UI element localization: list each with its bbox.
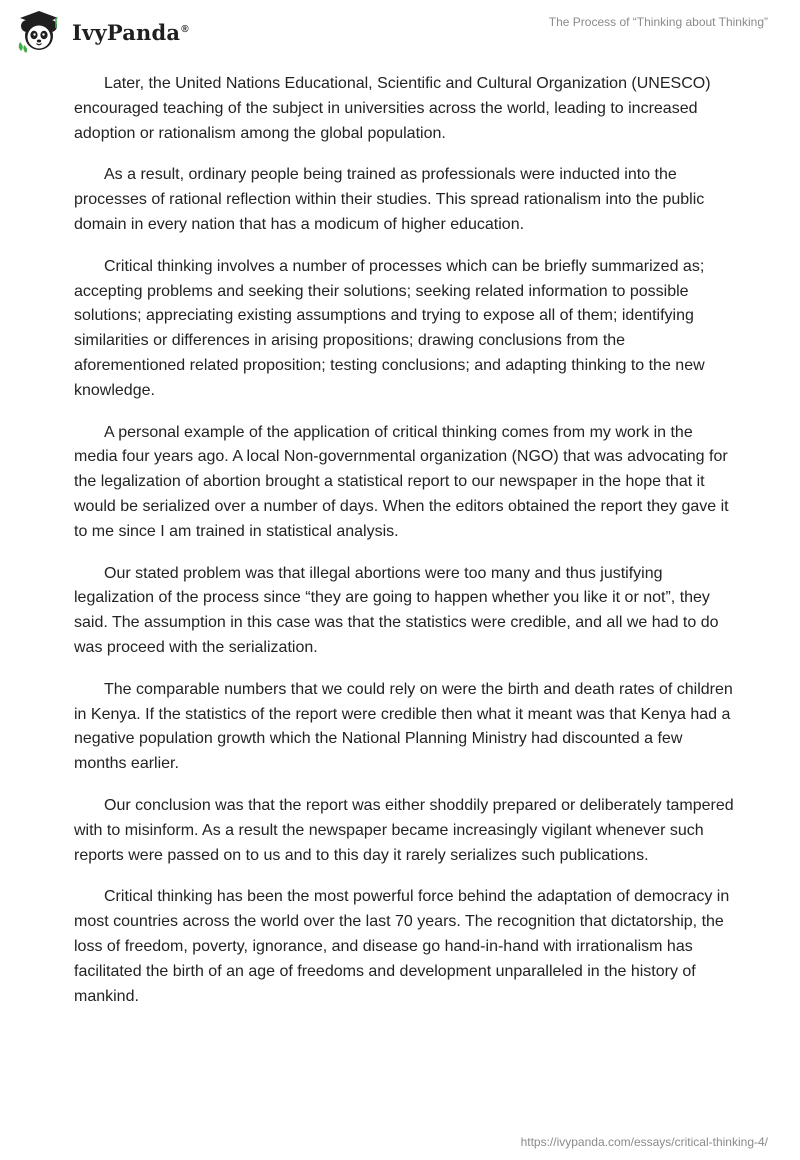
source-url[interactable]: https://ivypanda.com/essays/critical-thinking-4/ xyxy=(520,1135,768,1149)
essay-body xyxy=(74,72,734,1026)
paragraph: Our conclusion was that the report was either shoddily prepared or deliberately tampered with to misinform. As a result the newspaper became increasingly vigilant whenever such reports were passed on to us and to this day it rarely serializes such publications. xyxy=(74,796,734,864)
paragraph: As a result, ordinary people being trained as professionals were inducted into the processes of rational reflection within their studies. This spread rationalism into the public domain in every nation that has a modicum of higher education. xyxy=(74,166,705,233)
panda-graduate-icon xyxy=(16,9,62,55)
logo-wordmark: IvyPanda xyxy=(72,19,181,45)
page-header xyxy=(0,0,800,64)
document-title: The Process of “Thinking about Thinking” xyxy=(548,15,768,29)
paragraph: Our stated problem was that illegal abortions were too many and thus justifying legalization of the process since “they are going to happen whether you like it or not”, they said. The assumption in this case was that the statistics were credible, and all we had to do was proceed with the serialization. xyxy=(74,564,719,656)
paragraph: Critical thinking has been the most powerful force behind the adaptation of democracy in most countries across the world over the last 70 years. The recognition that dictatorship, the loss of freedom, poverty, ignorance, and disease go hand-in-hand with irrationalism has facilitated the birth of an age of freedoms and development unparalleled in the history of mankind. xyxy=(74,888,730,1005)
registered-mark: ® xyxy=(181,23,189,35)
paragraph: Later, the United Nations Educational, Scientific and Cultural Organization (UNESCO) encouraged teaching of the subject in universities across the world, leading to increased adoption or rationalism among the global population. xyxy=(74,75,711,142)
paragraph: The comparable numbers that we could rely on were the birth and death rates of children in Kenya. If the statistics of the report were credible then what it meant was that Kenya had a negative population growth which the National Planning Ministry had discounted a few months earlier. xyxy=(74,680,733,773)
paragraph: A personal example of the application of critical thinking comes from my work in the media four years ago. A local Non-governmental organization (NGO) that was advocating for the legalization of abortion brought a statistical report to our newspaper in the hope that it would be serialized over a number of days. When the editors obtained the report they gave it to me since I am trained in statistical analysis. xyxy=(74,423,729,540)
logo-text xyxy=(72,20,189,45)
paragraph: Critical thinking involves a number of processes which can be briefly summarized as; accepting problems and seeking their solutions; seeking related information to possible solutions; appreciating existing assumptions and trying to expose all of them; identifying similarities or differences in arising propositions; drawing conclusions from the aforementioned related proposition; testing conclusions; and adapting thinking to the new knowledge. xyxy=(74,257,705,399)
site-logo[interactable] xyxy=(16,8,189,56)
